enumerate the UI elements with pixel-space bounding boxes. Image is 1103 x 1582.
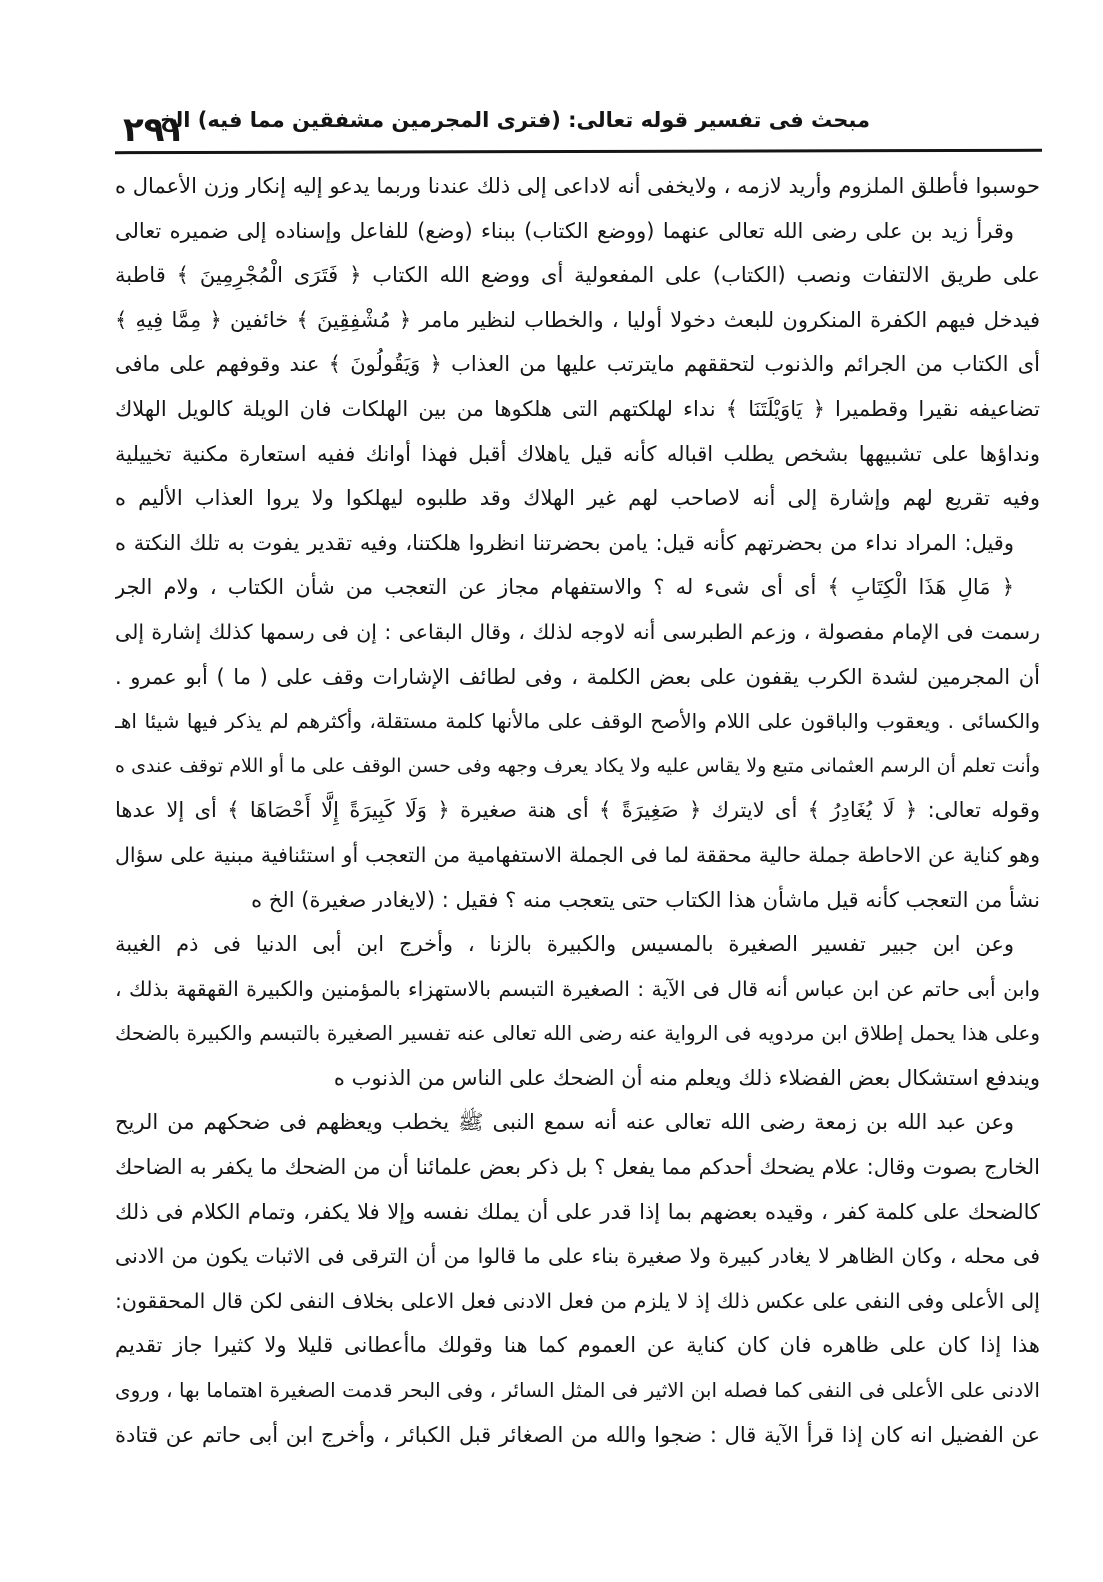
- page-number: ٢٩١: [123, 110, 186, 150]
- text-line: الادنى على الأعلى فى النفى كما فصله ابن الاثير فى المثل السائر ، وفى البحر قدمت الصغيرة اهتماما بها ، وروى: [115, 1378, 1040, 1403]
- running-header-title: مبحث فى تفسير قوله تعالى: (فترى المجرمين مشفقين مما فيه) الخ: [160, 108, 870, 132]
- text-line: فى محله ، وكان الظاهر لا يغادر كبيرة ولا صغيرة بناء على ما قالوا من أن الترقى فى الاثبات يكون من الادنى: [115, 1244, 1040, 1269]
- text-line: وابن أبى حاتم عن ابن عباس أنه قال فى الآية : الصغيرة التبسم بالاستهزاء بالمؤمنين والكبيرة القهقهة بذلك ،: [115, 976, 1040, 1001]
- text-line: ﴿ مَالِ هَذَا الْكِتَابِ ﴾ أى أى شىء له ؟ والاستفهام مجاز عن التعجب من شأن الكتاب ، ولام الجر: [115, 575, 1014, 600]
- text-line: وأنت تعلم أن الرسم العثمانى متبع ولا يقاس عليه ولا يكاد يعرف وجهه وفى حسن الوقف على ما أو اللام توقف عندى ه: [115, 754, 1040, 777]
- header-rule: [115, 149, 1042, 154]
- text-line: وقيل: المراد نداء من بحضرتهم كأنه قيل: يامن بحضرتنا انظروا هلكتنا، وفيه تقدير يفوت به تلك النكتة ه: [115, 530, 1014, 555]
- text-line: حوسبوا فأطلق الملزوم وأريد لازمه ، ولايخفى أنه لاداعى إلى ذلك عندنا وربما يدعو إليه إنكار وزن الأعمال ه: [115, 174, 1040, 198]
- text-line: رسمت فى الإمام مفصولة ، وزعم الطبرسى أنه لاوجه لذلك ، وقال البقاعى : إن فى رسمها كذلك إشارة إلى: [115, 619, 1040, 644]
- text-line: ونداؤها على تشبيهها بشخص يطلب اقباله كأنه قيل ياهلاك أقبل فهذا أوانك ففيه استعارة مكنية تخييلية: [115, 441, 1040, 466]
- text-line: وقرأ زيد بن على رضى الله تعالى عنهما (ووضع الكتاب) ببناء (وضع) للفاعل وإسناده إلى ضميره تعالى: [115, 218, 1014, 243]
- page-body-text: [115, 164, 1040, 1457]
- text-line: الخارج بصوت وقال: علام يضحك أحدكم مما يفعل ؟ بل ذكر بعض علمائنا أن من الضحك ما يكفر به الضاحك: [115, 1155, 1040, 1180]
- text-line: نشأ من التعجب كأنه قيل ماشأن هذا الكتاب حتى يتعجب منه ؟ فقيل : (لايغادر صغيرة) الخ ه: [251, 887, 1040, 912]
- text-line: أى الكتاب من الجرائم والذنوب لتحققهم مايترتب عليها من العذاب ﴿ وَيَقُولُونَ ﴾ عند وقوفهم على مافى: [115, 352, 1040, 377]
- text-line: على طريق الالتفات ونصب (الكتاب) على المفعولية أى ووضع الله الكتاب ﴿ فَتَرَى الْمُجْرِمِينَ ﴾ قاطبة: [115, 263, 1040, 288]
- text-line: كالضحك على كلمة كفر ، وقيده بعضهم بما إذا قدر على أن يملك نفسه وإلا فلا يكفر، وتمام الكلام فى ذلك: [115, 1199, 1040, 1224]
- running-header: [115, 108, 1040, 148]
- text-line: وهو كناية عن الاحاطة جملة حالية محققة لما فى الجملة الاستفهامية من التعجب أو استئنافية مبنية على سؤال: [115, 842, 1040, 867]
- text-line: هذا إذا كان على ظاهره فان كان كناية عن العموم كما هنا وقولك ماأعطانى قليلا ولا كثيرا جاز تقديم: [115, 1333, 1040, 1358]
- text-line: وفيه تقريع لهم وإشارة إلى أنه لاصاحب لهم غير الهلاك وقد طلبوه ليهلكوا ولا يروا العذاب الأليم ه: [115, 486, 1040, 511]
- text-line: وقوله تعالى: ﴿ لَا يُغَادِرُ ﴾ أى لايترك ﴿ صَغِيرَةً ﴾ أى هنة صغيرة ﴿ وَلَا كَبِيرَةً إِلَّا أَحْصَاهَا ﴾ أى إلا عدها: [115, 798, 1040, 823]
- text-line: تضاعيفه نقيرا وقطميرا ﴿ يَاوَيْلَتَنَا ﴾ نداء لهلكتهم التى هلكوها من بين الهلكات فان الويلة كالويل الهلاك: [115, 396, 1040, 421]
- text-line: فيدخل فيهم الكفرة المنكرون للبعث دخولا أوليا ، والخطاب لنظير مامر ﴿ مُشْفِقِينَ ﴾ خائفين ﴿ مِمَّا فِيهِ ﴾: [115, 307, 1040, 332]
- text-line: والكسائى . ويعقوب والباقون على اللام والأصح الوقف على مالأنها كلمة مستقلة، وأكثرهم لم يذكر فيها شيئا اهـ: [115, 709, 1040, 734]
- text-line: وعلى هذا يحمل إطلاق ابن مردويه فى الرواية عنه رضى الله تعالى عنه تفسير الصغيرة بالتبسم والكبيرة بالضحك: [115, 1021, 1040, 1046]
- text-line: وعن عبد الله بن زمعة رضى الله تعالى عنه أنه سمع النبى ﷺ يخطب ويعظهم فى ضحكهم من الريح: [115, 1110, 1014, 1135]
- text-line: ويندفع استشكال بعض الفضلاء ذلك ويعلم منه أن الضحك على الناس من الذنوب ه: [333, 1065, 1040, 1090]
- text-line: إلى الأعلى وفى النفى على عكس ذلك إذ لا يلزم من فعل الادنى فعل الاعلى بخلاف النفى لكن قال المحققون:: [115, 1288, 1040, 1313]
- text-line: أن المجرمين لشدة الكرب يقفون على بعض الكلمة ، وفى لطائف الإشارات وقف على ( ما ) أبو عمرو .: [115, 664, 1040, 689]
- text-line: عن الفضيل انه كان إذا قرأ الآية قال : ضجوا والله من الصغائر قبل الكبائر ، وأخرج ابن أبى حاتم عن قتادة: [115, 1422, 1040, 1447]
- text-line: وعن ابن جبير تفسير الصغيرة بالمسيس والكبيرة بالزنا ، وأخرج ابن أبى الدنيا فى ذم الغيبة: [115, 932, 1014, 957]
